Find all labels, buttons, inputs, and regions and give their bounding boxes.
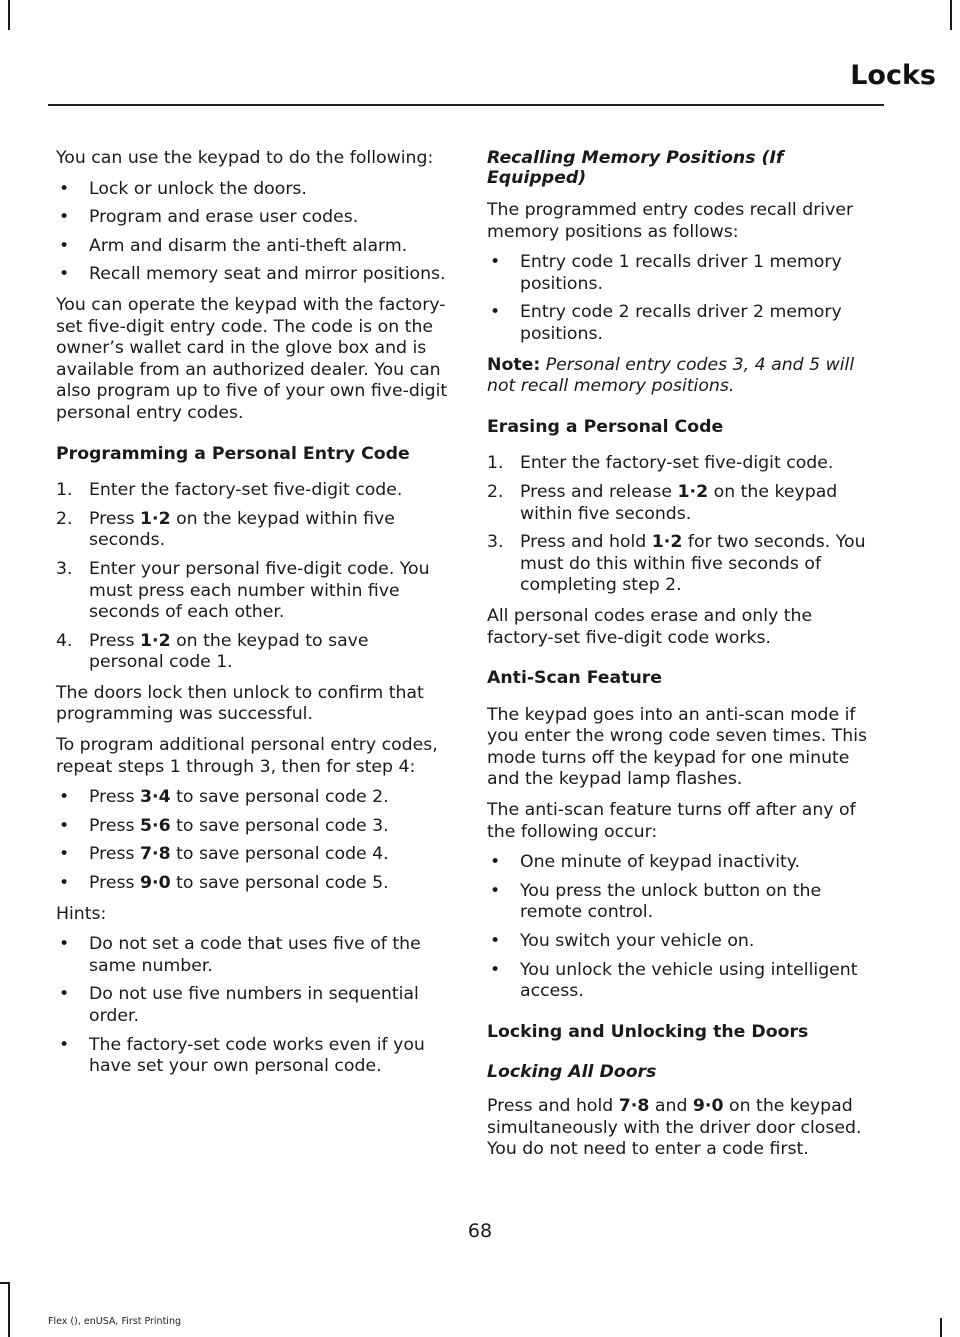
header-divider <box>48 104 884 106</box>
list-item-text: Arm and disarm the anti-theft alarm. <box>89 235 408 256</box>
bullet-marker: • <box>490 302 501 323</box>
list-item-text: You switch your vehicle on. <box>520 931 755 952</box>
list-item <box>56 787 448 809</box>
section-heading-antiscan: Anti-Scan Feature <box>487 668 662 689</box>
antiscan-paragraph-2: The anti-scan feature turns off after any of the following occur: <box>487 800 856 842</box>
crop-mark-bottom-left-h <box>0 1282 10 1284</box>
antiscan-paragraph-1: The keypad goes into an anti-scan mode if you enter the wrong code seven times. This mode turns off the keypad for one minute and the keypad lamp flashes. <box>487 704 867 790</box>
step-text: on the keypad within five seconds. <box>520 481 838 524</box>
list-item-text: You unlock the vehicle using intelligent access. <box>520 959 858 1002</box>
bullet-marker: • <box>59 264 70 285</box>
list-item <box>56 264 448 286</box>
crop-mark-top-left-v <box>8 0 10 30</box>
step-number: 3. <box>487 532 504 553</box>
list-item <box>487 252 883 295</box>
step-item <box>56 480 448 502</box>
step-item <box>56 509 448 552</box>
keypad-key: 7·8 <box>618 1096 650 1116</box>
list-item-text: Press <box>89 787 140 808</box>
list-item-text: Entry code 1 recalls driver 1 memory positions. <box>520 252 842 294</box>
list-item-text: Press <box>89 844 140 865</box>
list-item <box>487 931 883 953</box>
intro-bullet-list <box>56 179 448 286</box>
crop-mark-top-right-v <box>950 0 952 30</box>
list-item <box>56 984 448 1027</box>
keypad-key: 1·2 <box>139 630 171 651</box>
list-item <box>56 207 448 229</box>
list-item <box>487 302 883 345</box>
keypad-key: 1·2 <box>677 481 709 502</box>
page-title: Locks <box>850 60 936 91</box>
bullet-marker: • <box>59 815 70 836</box>
step-item <box>56 631 448 674</box>
bullet-marker: • <box>490 852 501 873</box>
list-item <box>56 873 448 895</box>
step-item <box>487 453 883 475</box>
erase-result-paragraph: All personal codes erase and only the factory-set five-digit code works. <box>487 605 813 648</box>
step-text: on the keypad to save personal code 1. <box>89 630 369 673</box>
keypad-key: 1·2 <box>651 532 683 553</box>
list-item <box>56 179 448 201</box>
list-item-text: Program and erase user codes. <box>89 207 359 228</box>
antiscan-bullet-list <box>487 852 883 1003</box>
additional-codes-paragraph: To program additional personal entry codes, repeat steps 1 through 3, then for step 4: <box>56 735 438 777</box>
keypad-key: 9·0 <box>139 873 171 894</box>
list-item <box>487 852 883 874</box>
list-item <box>56 1035 448 1078</box>
lock-all-paragraph <box>487 1096 883 1161</box>
programming-steps <box>56 480 448 674</box>
bullet-marker: • <box>59 1034 70 1055</box>
bullet-marker: • <box>59 787 70 808</box>
crop-mark-bottom-right-v <box>940 1318 942 1337</box>
note-text: Personal entry codes 3, 4 and 5 will not recall memory positions. <box>487 354 855 397</box>
list-item-text: to save personal code 2. <box>170 787 389 808</box>
list-item-text: Do not use five numbers in sequential order. <box>89 984 419 1026</box>
paragraph-text: Press and hold <box>487 1096 619 1116</box>
list-item-text: Press <box>89 873 140 894</box>
step-number: 1. <box>487 453 504 474</box>
step-text: Press and hold <box>520 532 652 553</box>
step-item <box>487 482 883 525</box>
list-item-text: The factory-set code works even if you have set your own personal code. <box>89 1034 425 1077</box>
keypad-key: 3·4 <box>139 787 171 808</box>
step-text: on the keypad within five seconds. <box>89 508 395 551</box>
step-number: 3. <box>56 558 73 579</box>
paragraph-text: on the keypad simultaneously with the driver door closed. You do not need to enter a code first. <box>487 1096 862 1160</box>
keypad-key: 1·2 <box>139 508 171 529</box>
subheading-locking-all: Locking All Doors <box>487 1062 657 1083</box>
bullet-marker: • <box>59 178 70 199</box>
list-item-text: to save personal code 3. <box>170 815 389 836</box>
bullet-marker: • <box>490 931 501 952</box>
keypad-key: 9·0 <box>692 1096 724 1116</box>
confirm-paragraph: The doors lock then unlock to confirm that programming was successful. <box>56 682 424 725</box>
list-item-text: Entry code 2 recalls driver 2 memory positions. <box>520 302 842 344</box>
step-item <box>56 559 448 624</box>
list-item <box>56 816 448 838</box>
memory-paragraph: The programmed entry codes recall driver memory positions as follows: <box>487 200 854 242</box>
list-item-text: Lock or unlock the doors. <box>89 178 307 199</box>
bullet-marker: • <box>59 207 70 228</box>
list-item <box>56 844 448 866</box>
step-text: Press <box>89 508 140 529</box>
list-item-text: One minute of keypad inactivity. <box>520 852 801 873</box>
step-text: Press and release <box>520 481 678 502</box>
right-column <box>487 148 883 1170</box>
list-item <box>487 960 883 1003</box>
bullet-marker: • <box>59 235 70 256</box>
section-heading-memory: Recalling Memory Positions (If Equipped) <box>487 148 784 188</box>
list-item <box>56 934 448 977</box>
list-item-text: Do not set a code that uses five of the same number. <box>89 934 421 976</box>
bullet-marker: • <box>490 252 501 273</box>
list-item <box>487 881 883 924</box>
list-item-text: You press the unlock button on the remote control. <box>520 880 822 923</box>
step-text: Enter your personal five-digit code. You must press each number within five seconds of each other. <box>89 558 430 623</box>
step-text: Press <box>89 630 140 651</box>
section-heading-locking: Locking and Unlocking the Doors <box>487 1021 809 1042</box>
footer-printing-info: Flex (), enUSA, First Printing <box>48 1316 181 1327</box>
step-item <box>487 532 883 597</box>
bullet-marker: • <box>59 844 70 865</box>
note-paragraph <box>487 355 883 398</box>
memory-bullet-list <box>487 252 883 345</box>
left-column <box>56 148 448 1087</box>
list-item <box>56 236 448 258</box>
step-text: Enter the factory-set five-digit code. <box>520 453 834 474</box>
list-item-text: Press <box>89 815 140 836</box>
bullet-marker: • <box>59 984 70 1005</box>
step-text: Enter the factory-set five-digit code. <box>89 480 403 501</box>
bullet-marker: • <box>59 934 70 955</box>
bullet-marker: • <box>490 959 501 980</box>
step-number: 4. <box>56 630 73 651</box>
crop-mark-bottom-left-v <box>8 1282 10 1337</box>
hints-label: Hints: <box>56 903 107 924</box>
list-item-text: to save personal code 4. <box>170 844 389 865</box>
step-text: for two seconds. You must do this within five seconds of completing step 2. <box>520 532 866 596</box>
section-heading-programming: Programming a Personal Entry Code <box>56 443 410 464</box>
intro-paragraph: You can use the keypad to do the following: <box>56 148 434 168</box>
paragraph-text: and <box>649 1096 693 1116</box>
bullet-marker: • <box>490 880 501 901</box>
step-number: 1. <box>56 480 73 501</box>
note-label: Note: <box>487 354 541 375</box>
bullet-marker: • <box>59 873 70 894</box>
section-heading-erasing: Erasing a Personal Code <box>487 416 724 437</box>
keypad-key: 7·8 <box>139 844 171 865</box>
save-code-bullet-list <box>56 787 448 894</box>
list-item-text: to save personal code 5. <box>170 873 389 894</box>
hints-bullet-list <box>56 934 448 1078</box>
step-number: 2. <box>56 508 73 529</box>
erase-steps <box>487 453 883 597</box>
keypad-key: 5·6 <box>139 815 171 836</box>
list-item-text: Recall memory seat and mirror positions. <box>89 264 446 285</box>
page-number: 68 <box>467 1220 493 1242</box>
step-number: 2. <box>487 481 504 502</box>
factory-code-paragraph: You can operate the keypad with the factory-set five-digit entry code. The code is on the owner’s wallet card in the glove box and is available from an authorized dealer. You can also program up to five of your own five-digit personal entry codes. <box>56 294 448 423</box>
